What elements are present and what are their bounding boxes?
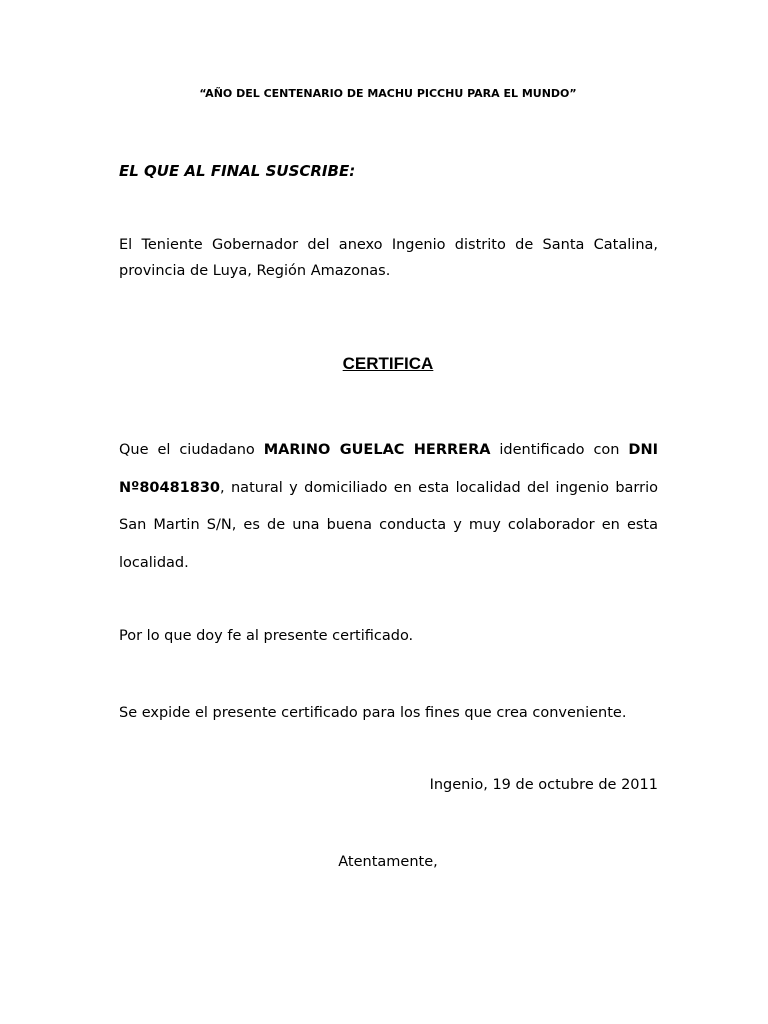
dni-number: DNI Nº80481830 xyxy=(119,442,658,496)
document-motto: “AÑO DEL CENTENARIO DE MACHU PICCHU PARA EL MUNDO” xyxy=(199,87,577,100)
citizen-name: MARINO GUELAC HERRERA xyxy=(263,442,491,458)
certification-text-1: Que el ciudadano xyxy=(119,442,264,458)
certification-text-2: identificado con xyxy=(490,442,629,458)
subscriber-heading: EL QUE AL FINAL SUSCRIBE: xyxy=(119,162,356,180)
attestation-line: Por lo que doy fe al presente certificado. xyxy=(119,628,414,644)
intro-paragraph: El Teniente Gobernador del anexo Ingenio distrito de Santa Catalina, provincia de Luya, Región Amazonas. xyxy=(119,237,658,279)
purpose-line: Se expide el presente certificado para los fines que crea conveniente. xyxy=(119,705,627,721)
document-title: CERTIFICA xyxy=(342,354,434,373)
certification-text-3: , natural y domiciliado en esta localidad del ingenio barrio San Martin S/N, es de una buena conducta y muy colaborador en esta localidad. xyxy=(119,479,658,571)
place-date: Ingenio, 19 de octubre de 2011 xyxy=(429,777,658,793)
closing-salutation: Atentamente, xyxy=(338,854,438,870)
certification-paragraph xyxy=(119,432,658,582)
